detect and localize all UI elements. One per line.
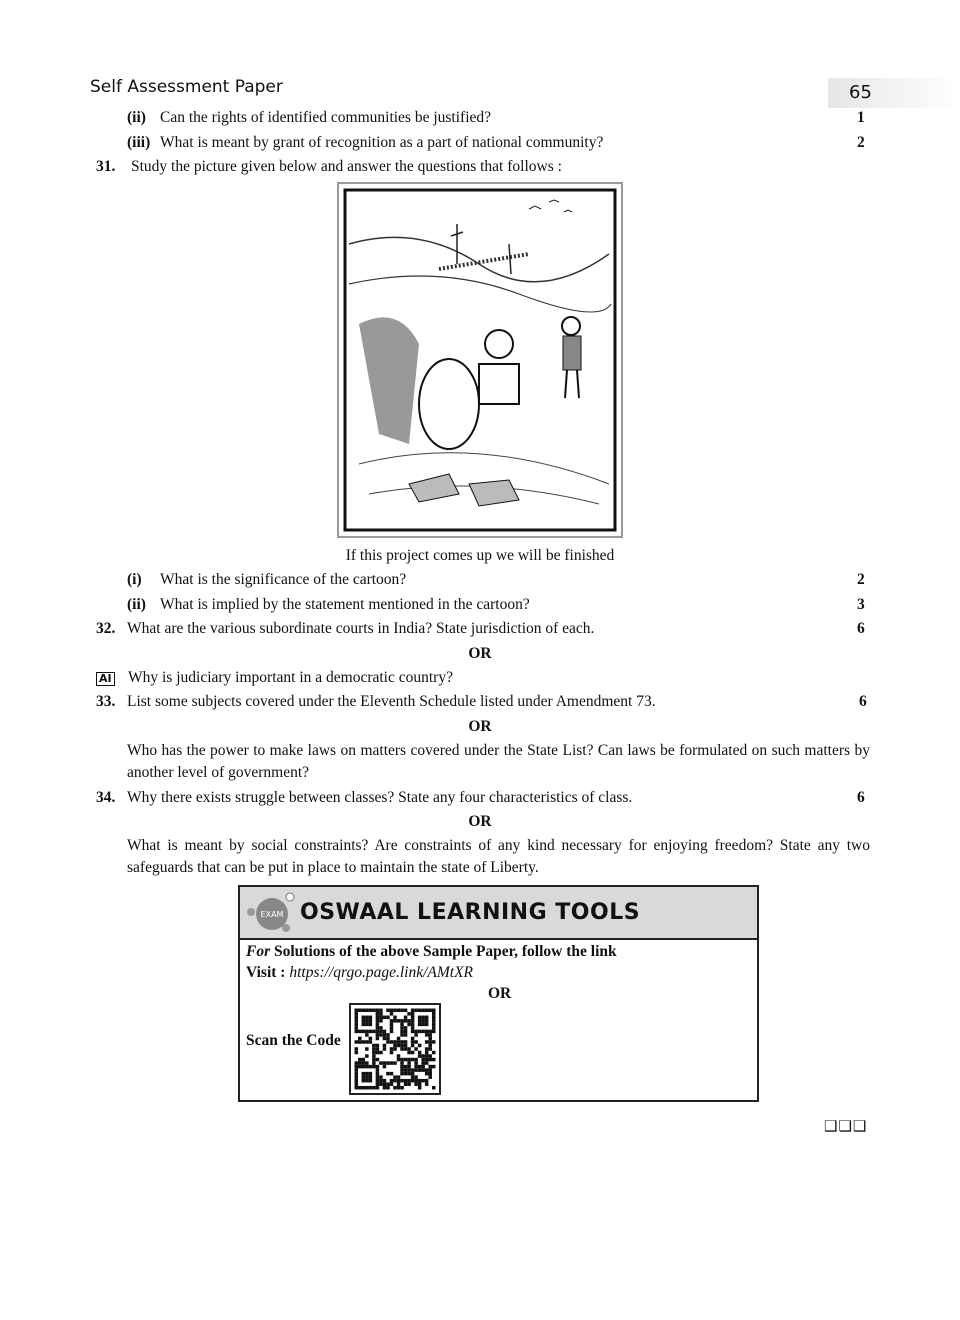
question-text: List some subjects covered under the Eleventh Schedule listed under Amendment 73.	[127, 693, 656, 710]
marks: 6	[857, 789, 865, 806]
question-number: 33.	[96, 693, 116, 710]
part-label: (iii)	[127, 134, 151, 151]
question-number: 34.	[96, 789, 116, 806]
marks: 2	[857, 134, 865, 151]
visit-label: Visit :	[246, 964, 286, 981]
marks: 2	[857, 571, 865, 588]
learning-tools-box	[238, 885, 759, 1102]
question-text: What is implied by the statement mentioned in the cartoon?	[160, 596, 530, 613]
end-of-paper-mark: ❑❑❑	[824, 1119, 868, 1135]
marks: 3	[857, 596, 865, 613]
marks: 6	[859, 693, 867, 710]
or-divider: OR	[468, 813, 492, 830]
question-text: Why is judiciary important in a democratic country?	[128, 669, 453, 686]
part-label: (ii)	[127, 109, 146, 126]
oswaal-logo-icon	[246, 892, 296, 934]
running-header: Self Assessment Paper	[90, 77, 283, 97]
ai-badge: AI	[96, 672, 115, 686]
learning-tools-title: OSWAAL LEARNING TOOLS	[300, 900, 641, 925]
marks: 6	[857, 620, 865, 637]
or-divider: OR	[468, 645, 492, 662]
svg-text:EXAM: EXAM	[260, 910, 284, 919]
qr-code[interactable]	[349, 1003, 441, 1095]
solutions-text: Solutions of the above Sample Paper, follow the link	[274, 943, 617, 960]
question-text: What is meant by social constraints? Are constraints of any kind necessary for enjoying freedom? State any two safeguards that can be put in place to maintain the state of Liberty.	[127, 837, 870, 876]
question-text: Who has the power to make laws on matters covered under the State List? Can laws be formulated on such matters by another level of government?	[127, 742, 870, 781]
question-text: What is meant by grant of recognition as a part of national community?	[160, 134, 604, 151]
solutions-link[interactable]: https://qrgo.page.link/AMtXR	[289, 964, 474, 981]
learning-tools-header	[240, 887, 757, 940]
question-text: What are the various subordinate courts in India? State jurisdiction of each.	[127, 620, 595, 637]
page-number-box	[828, 78, 960, 108]
solutions-line	[246, 942, 617, 962]
visit-line	[246, 963, 473, 983]
part-label: (ii)	[127, 596, 146, 613]
part-label: (i)	[127, 571, 142, 588]
cartoon-caption: If this project comes up we will be finished	[345, 547, 615, 564]
question-text: Why there exists struggle between classes? State any four characteristics of class.	[127, 789, 633, 806]
page-number: 65	[849, 82, 872, 103]
question-text: Study the picture given below and answer the questions that follows :	[131, 158, 562, 175]
question-text: What is the significance of the cartoon?	[160, 571, 407, 588]
or-divider: OR	[468, 718, 492, 735]
scan-label: Scan the Code	[246, 1032, 341, 1049]
marks: 1	[857, 109, 865, 126]
question-text: Can the rights of identified communities be justified?	[160, 109, 492, 126]
question-number: 31.	[96, 158, 116, 175]
cartoon-image	[337, 182, 623, 538]
question-number: 32.	[96, 620, 116, 637]
or-divider: OR	[488, 985, 512, 1002]
ai-badge-icon	[96, 668, 115, 688]
qr-code-icon	[351, 1005, 439, 1093]
cartoon-drawing	[339, 184, 621, 536]
for-label: For	[246, 943, 271, 960]
